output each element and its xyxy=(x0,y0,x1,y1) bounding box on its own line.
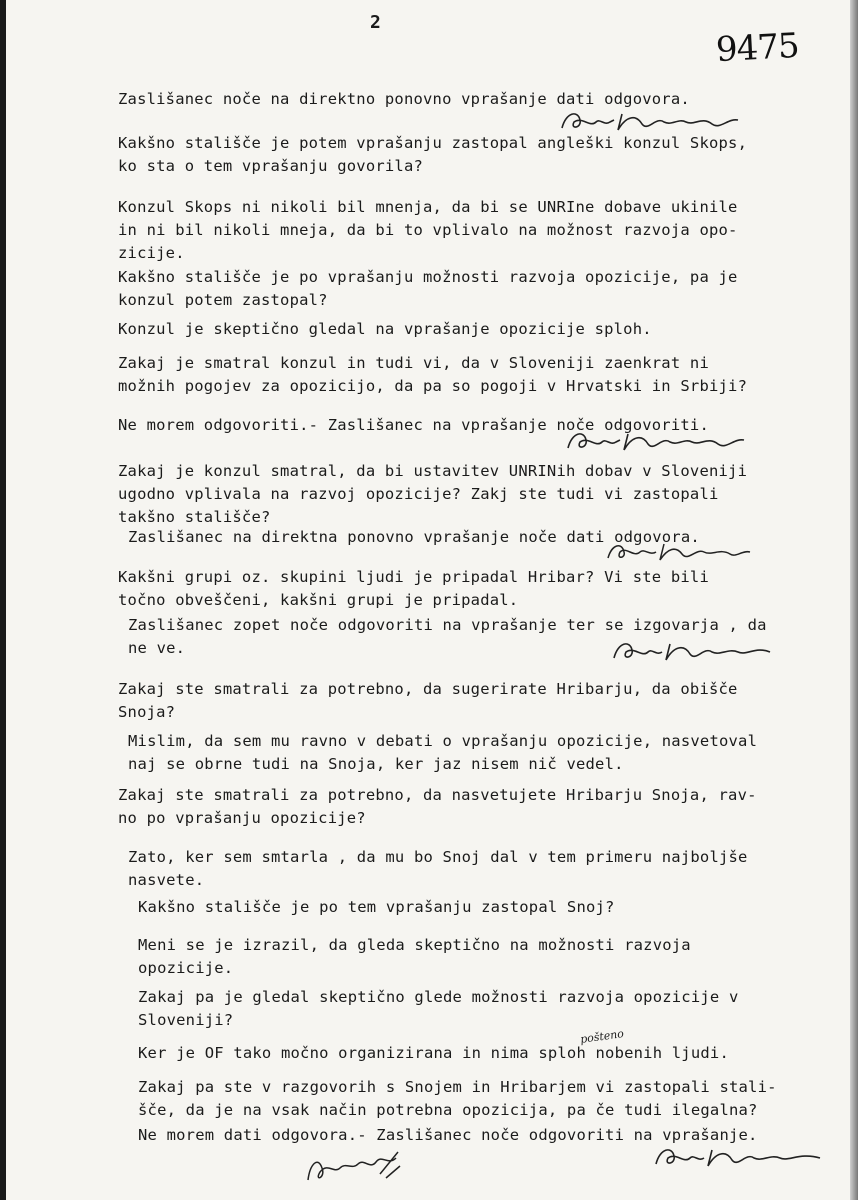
signature-mark-2 xyxy=(562,426,752,456)
paragraph-6: Zakaj je smatral konzul in tudi vi, da v Sloveniji zaenkrat ni možnih pogojev za opozicijo, da pa so pogoji v Hrvatski in Srbiji? xyxy=(118,354,748,395)
signature-mark-5 xyxy=(650,1142,830,1172)
paragraph-1: Zaslišanec noče na direktno ponovno vprašanje dati odgovora. xyxy=(118,90,690,108)
signature-mark-6 xyxy=(300,1144,410,1190)
paragraph-11: Zaslišanec zopet noče odgovoriti na vprašanje ter se izgovarja , da ne ve. xyxy=(128,616,767,657)
scan-left-edge xyxy=(0,0,6,1200)
paragraph-12: Zakaj ste smatrali za potrebno, da sugerirate Hribarju, da obišče Snoja? xyxy=(118,680,738,721)
paragraph-14: Zakaj ste smatrali za potrebno, da nasvetujete Hribarju Snoja, rav- no po vprašanju opozicije? xyxy=(118,786,757,827)
paragraph-16: Kakšno stališče je po tem vprašanju zastopal Snoj? xyxy=(138,898,615,916)
page-number: 2 xyxy=(370,12,381,33)
paragraph-5: Konzul je skeptično gledal na vprašanje opozicije sploh. xyxy=(118,320,652,338)
signature-mark-3 xyxy=(604,538,754,566)
paragraph-21: Ne morem dati odgovora.- Zaslišanec noče odgovoriti na vprašanje. xyxy=(138,1126,758,1144)
paragraph-13: Mislim, da sem mu ravno v debati o vprašanju opozicije, nasvetoval naj se obrne tudi na Snoja, ker jaz nisem nič vedel. xyxy=(128,732,758,773)
paragraph-18: Zakaj pa je gledal skeptično glede možnosti razvoja opozicije v Sloveniji? xyxy=(138,988,739,1029)
paragraph-19: Ker je OF tako močno organizirana in nima sploh nobenih ljudi. xyxy=(138,1044,729,1062)
scan-right-edge xyxy=(850,0,858,1200)
signature-mark-4 xyxy=(608,636,778,666)
paragraph-10: Kakšni grupi oz. skupini ljudi je pripadal Hribar? Vi ste bili točno obveščeni, kakšni grupi je pripadal. xyxy=(118,568,709,609)
paragraph-2: Kakšno stališče je potem vprašanju zastopal angleški konzul Skops, ko sta o tem vprašanju govorila? xyxy=(118,134,748,175)
handwritten-insertion: pošteno xyxy=(579,1027,625,1046)
paragraph-8: Zakaj je konzul smatral, da bi ustavitev UNRINih dobav v Sloveniji ugodno vplivala na razvoj opozicije? Zakj ste tudi vi zastopali takšno stališče? xyxy=(118,462,748,526)
signature-mark-1 xyxy=(556,106,746,136)
paragraph-15: Zato, ker sem smtarla , da mu bo Snoj dal v tem primeru najboljše nasvete. xyxy=(128,848,748,889)
archive-number: 9475 xyxy=(715,25,800,71)
paragraph-9: Zaslišanec na direktna ponovno vprašanje noče dati odgovora. xyxy=(128,528,700,546)
paragraph-7: Ne morem odgovoriti.- Zaslišanec na vprašanje noče odgovoriti. xyxy=(118,416,709,434)
paragraph-17: Meni se je izrazil, da gleda skeptično na možnosti razvoja opozicije. xyxy=(138,936,691,977)
paragraph-3: Konzul Skops ni nikoli bil mnenja, da bi se UNRIne dobave ukinile in ni bil nikoli mneja, da bi to vplivalo na možnost razvoja opo- zicije. xyxy=(118,198,738,262)
paragraph-4: Kakšno stališče je po vprašanju možnosti razvoja opozicije, pa je konzul potem zastopal? xyxy=(118,268,738,309)
paragraph-20: Zakaj pa ste v razgovorih s Snojem in Hribarjem vi zastopali stali- šče, da je na vsak način potrebna opozicija, pa če tudi ilegalna? xyxy=(138,1078,777,1119)
